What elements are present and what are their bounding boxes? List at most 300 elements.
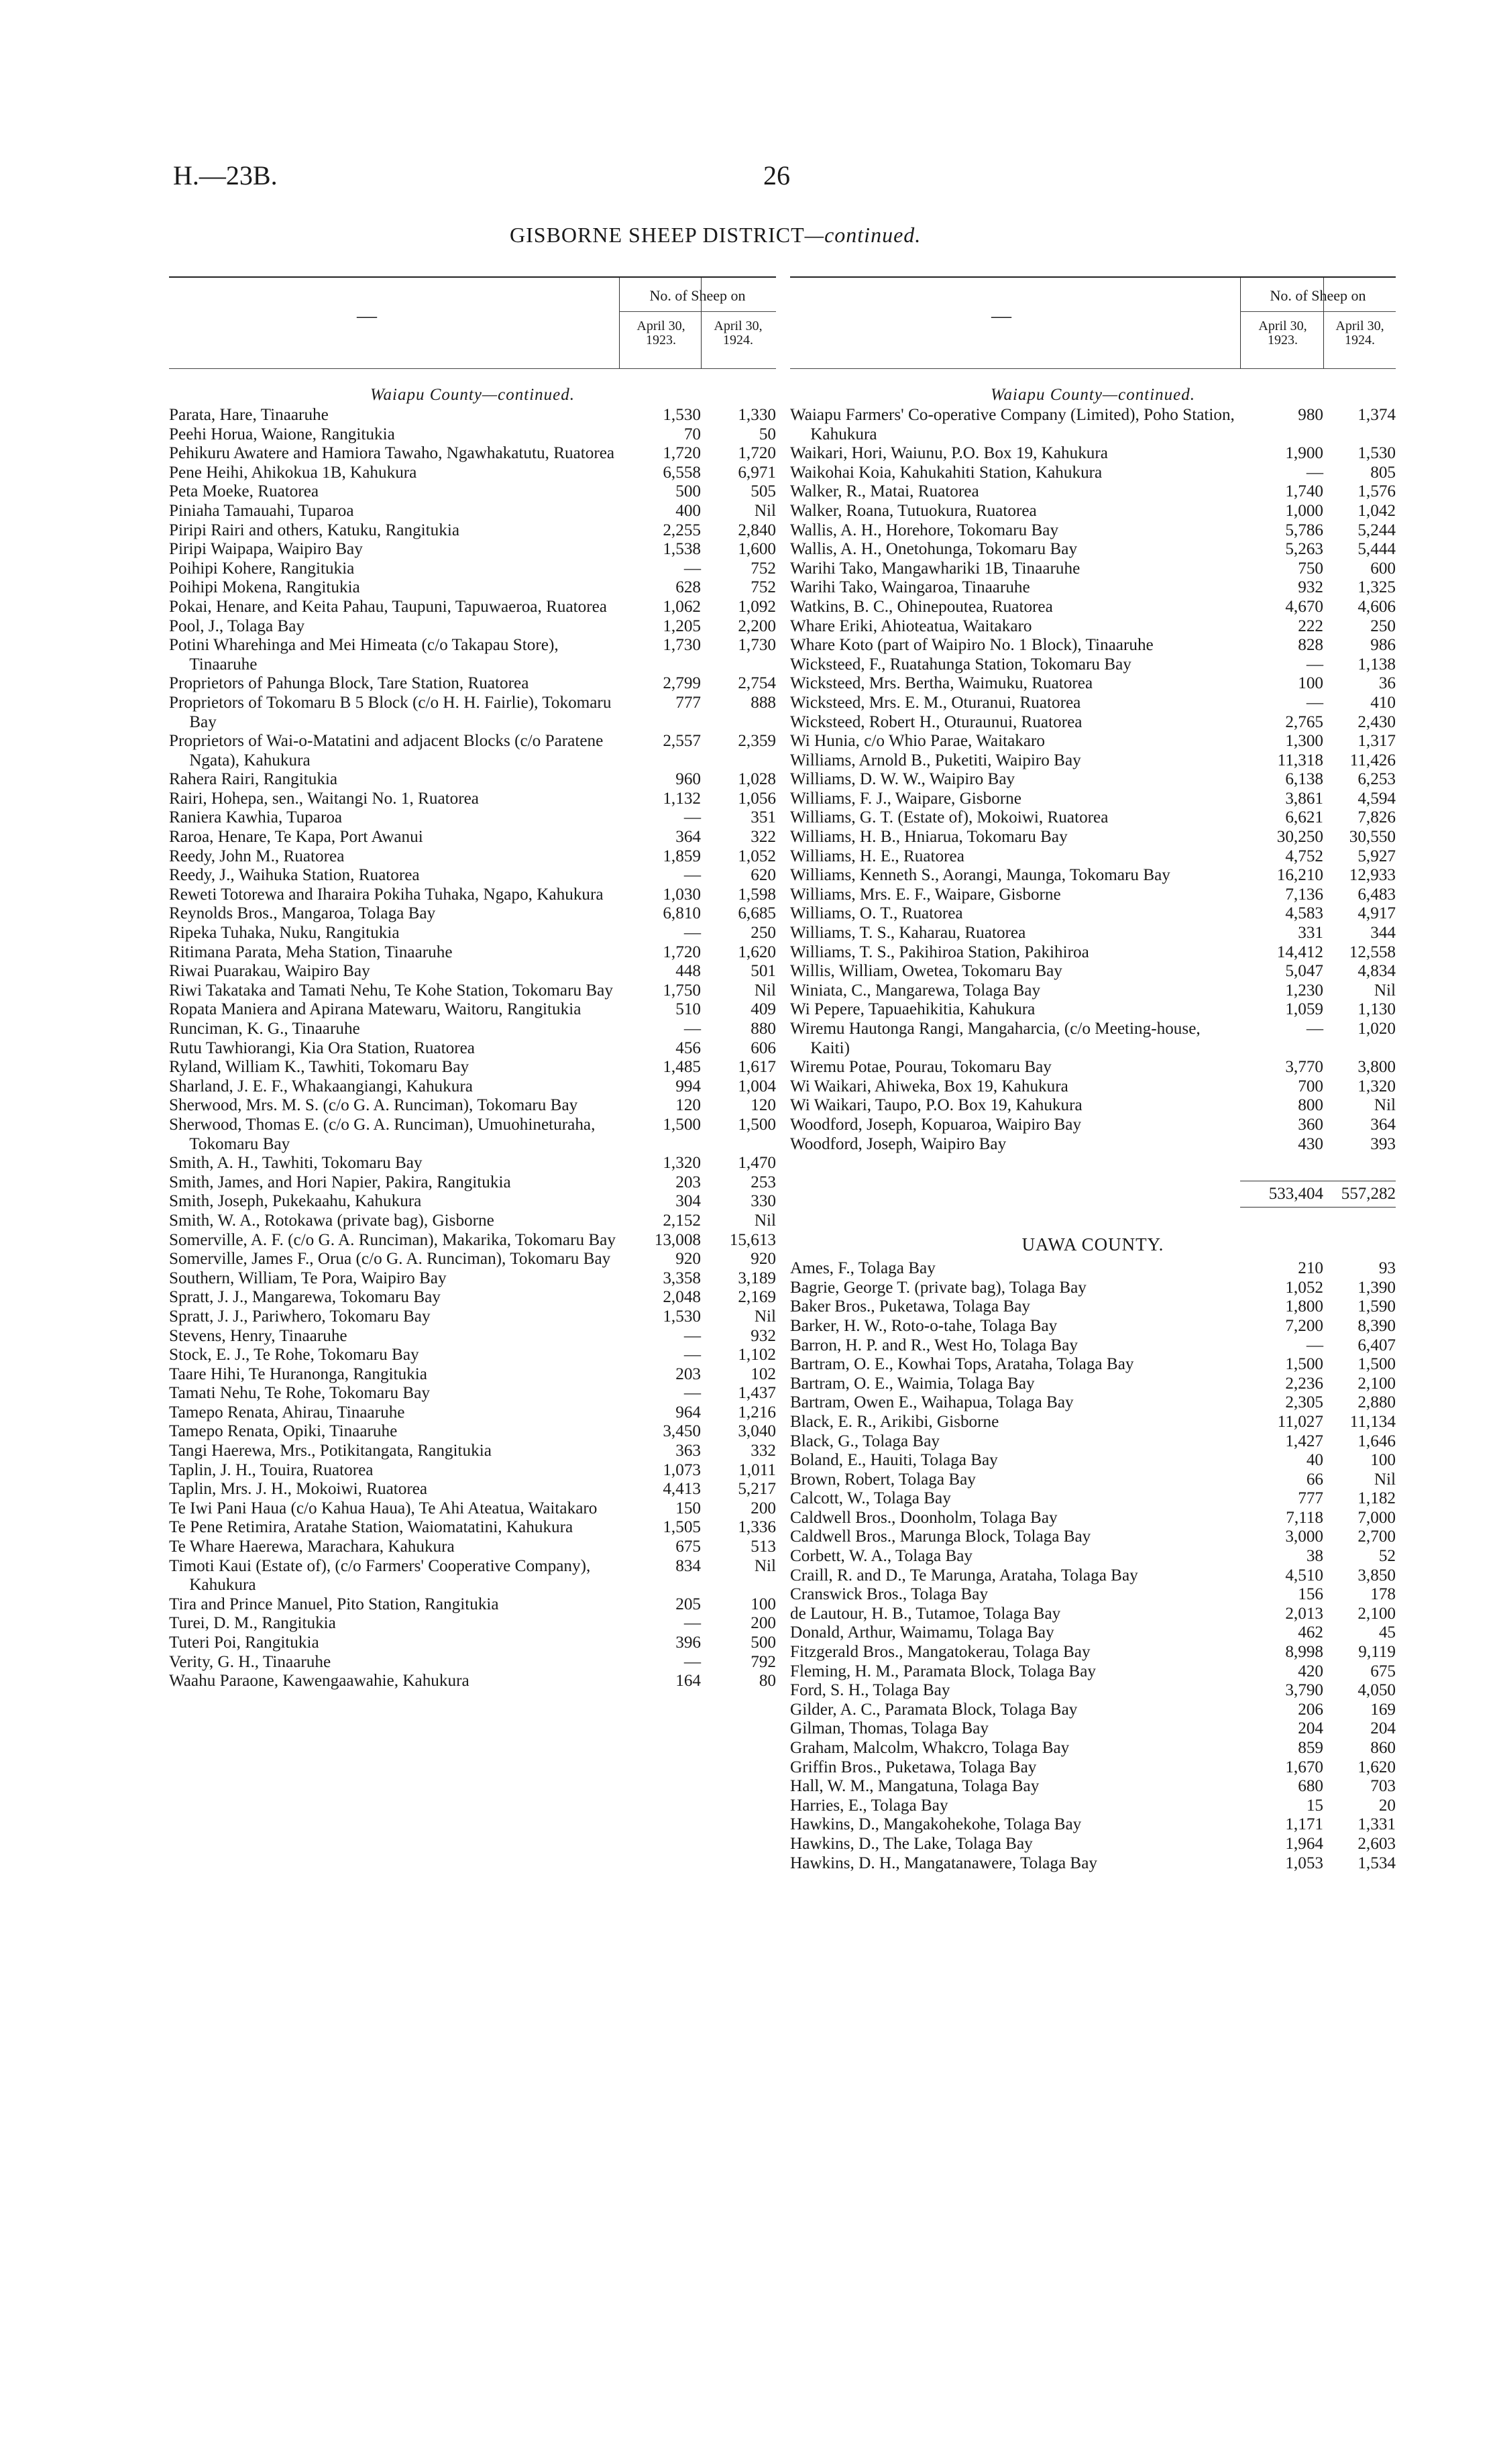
- owner-name: Taplin, J. H., Touira, Ruatorea: [169, 1460, 374, 1479]
- sheep-1924: 5,217: [738, 1480, 776, 1499]
- table-row: [169, 694, 776, 732]
- table-row: [790, 770, 1396, 790]
- table-row: [169, 1307, 776, 1327]
- county-totals-row: [790, 1181, 1396, 1208]
- table-row: [169, 1020, 776, 1039]
- owner-name: Te Iwi Pani Haua (c/o Kahua Haua), Te Ahi Ateatua, Waitakaro: [169, 1499, 598, 1517]
- table-row: [169, 1614, 776, 1633]
- table-row: [169, 617, 776, 637]
- sheep-1923: 164: [675, 1672, 701, 1691]
- owner-name: Williams, Mrs. E. F., Waipare, Gisborne: [790, 885, 1061, 904]
- sheep-1924: 1,182: [1357, 1489, 1396, 1508]
- owner-name: Hawkins, D. H., Mangatanawere, Tolaga Bay: [790, 1854, 1098, 1872]
- sheep-1923: —: [1306, 1020, 1323, 1038]
- owner-name: Williams, T. S., Kaharau, Ruatorea: [790, 924, 1026, 943]
- sheep-1924: 805: [1370, 463, 1396, 482]
- sheep-1923: 1,859: [663, 847, 701, 865]
- owner-name: Gilder, A. C., Paramata Block, Tolaga Bay: [790, 1700, 1078, 1719]
- title-main: GISBORNE SHEEP DISTRICT: [510, 223, 805, 247]
- table-row: [790, 1643, 1396, 1662]
- sheep-1923: —: [1306, 655, 1323, 674]
- right-column-header: [790, 278, 1396, 369]
- sheep-1924: 888: [751, 693, 776, 712]
- sheep-1923: 2,048: [663, 1288, 701, 1307]
- sheep-1923: —: [683, 866, 701, 885]
- sheep-1923: 14,412: [1276, 943, 1323, 961]
- table-row: [790, 1077, 1396, 1097]
- table-row: [169, 559, 776, 579]
- table-row: [790, 751, 1396, 771]
- sheep-1923: 834: [675, 1556, 701, 1575]
- table-row: [169, 521, 776, 541]
- sheep-1923: 1,538: [663, 540, 701, 559]
- owner-name: Wicksteed, Mrs. E. M., Oturanui, Ruatorea: [790, 693, 1081, 712]
- sheep-1923: 777: [675, 693, 701, 712]
- sheep-1924: Nil: [754, 501, 776, 520]
- owner-name: Spratt, J. J., Mangarewa, Tokomaru Bay: [169, 1288, 441, 1307]
- sheep-1924: 330: [751, 1192, 776, 1211]
- sheep-1924: 200: [751, 1499, 776, 1517]
- table-row: [790, 1336, 1396, 1356]
- owner-name: Whare Koto (part of Waipiro No. 1 Block), Tinaaruhe: [790, 636, 1154, 655]
- sheep-1923: 5,786: [1285, 521, 1323, 539]
- owner-name: Peehi Horua, Waione, Rangitukia: [169, 425, 395, 443]
- owner-name: Tira and Prince Manuel, Pito Station, Rangitukia: [169, 1595, 499, 1613]
- sheep-1923: 16,210: [1276, 866, 1323, 885]
- table-row: [790, 1777, 1396, 1797]
- sheep-1924: 45: [1378, 1623, 1396, 1642]
- sheep-1923: 1,062: [663, 597, 701, 616]
- owner-name: Ripeka Tuhaka, Nuku, Rangitukia: [169, 924, 400, 943]
- owner-name: Potini Wharehinga and Mei Himeata (c/o Takapau Store), Tinaaruhe: [169, 636, 559, 674]
- sheep-1923: 7,118: [1286, 1508, 1323, 1527]
- owner-name: Black, E. R., Arikibi, Gisborne: [790, 1412, 999, 1431]
- table-row: [790, 713, 1396, 733]
- sheep-1923: 2,557: [663, 732, 701, 751]
- sheep-1924: 932: [751, 1326, 776, 1345]
- sheep-1923: 3,770: [1285, 1058, 1323, 1077]
- owner-name: Wi Hunia, c/o Whio Parae, Waitakaro: [790, 732, 1046, 751]
- table-row: [790, 1681, 1396, 1701]
- title-suffix: —continued.: [804, 223, 922, 247]
- left-table-body: [169, 406, 776, 1691]
- owner-name: Taare Hihi, Te Huranonga, Rangitukia: [169, 1364, 427, 1383]
- sheep-1923: 980: [1298, 406, 1323, 424]
- sheep-1923: 3,450: [663, 1422, 701, 1441]
- sheep-1924: 3,040: [738, 1422, 776, 1441]
- sheep-1924: 4,050: [1357, 1681, 1396, 1700]
- owner-name: Donald, Arthur, Waimamu, Tolaga Bay: [790, 1623, 1054, 1642]
- sheep-1923: 2,152: [663, 1211, 701, 1230]
- owner-name: Sharland, J. E. F., Whakaangiangi, Kahukura: [169, 1077, 473, 1095]
- sheep-1923: 1,964: [1285, 1834, 1323, 1853]
- sheep-1924: 36: [1378, 674, 1396, 693]
- table-row: [790, 521, 1396, 541]
- header-col-1924: April 30, 1924.: [714, 319, 763, 347]
- sheep-1923: 6,558: [663, 463, 701, 482]
- sheep-1924: 169: [1370, 1700, 1396, 1719]
- owner-name: Somerville, James F., Orua (c/o G. A. Runciman), Tokomaru Bay: [169, 1250, 611, 1269]
- sheep-1923: 500: [675, 482, 701, 501]
- sheep-1923: 420: [1298, 1662, 1323, 1680]
- owner-name: Whare Eriki, Ahioteatua, Waitakaro: [790, 617, 1032, 635]
- table-row: [790, 981, 1396, 1001]
- sheep-1923: 3,790: [1285, 1681, 1323, 1700]
- table-row: [790, 444, 1396, 464]
- sheep-1924: 409: [751, 1000, 776, 1019]
- owner-name: Turei, D. M., Rangitukia: [169, 1614, 336, 1633]
- table-row: [790, 1317, 1396, 1336]
- owner-name: Bagrie, George T. (private bag), Tolaga Bay: [790, 1278, 1087, 1297]
- owner-name: Fitzgerald Bros., Mangatokerau, Tolaga Bay: [790, 1643, 1091, 1662]
- sheep-1923: 156: [1298, 1585, 1323, 1604]
- table-row: [790, 790, 1396, 809]
- left-column-header: [169, 278, 776, 369]
- sheep-1924: 1,600: [738, 540, 776, 559]
- owner-name: Proprietors of Wai-o-Matatini and adjacent Blocks (c/o Paratene Ngata), Kahukura: [169, 732, 604, 769]
- owner-name: Spratt, J. J., Pariwhero, Tokomaru Bay: [169, 1307, 431, 1326]
- sheep-1924: 351: [751, 808, 776, 827]
- table-row: [169, 1422, 776, 1442]
- sheep-1924: 1,620: [1357, 1758, 1396, 1776]
- table-row: [790, 1000, 1396, 1020]
- owner-name: Ryland, William K., Tawhiti, Tokomaru Bay: [169, 1058, 469, 1077]
- sheep-1924: 6,483: [1357, 885, 1396, 904]
- sheep-1924: 364: [1370, 1115, 1396, 1134]
- sheep-1923: 994: [675, 1077, 701, 1095]
- sheep-1923: —: [683, 1326, 701, 1345]
- sheep-1923: 1,132: [663, 789, 701, 808]
- sheep-1923: —: [1306, 693, 1323, 712]
- table-row: [790, 674, 1396, 694]
- sheep-1924: 4,606: [1357, 597, 1396, 616]
- sheep-1923: 1,500: [663, 1115, 701, 1134]
- table-row: [790, 1815, 1396, 1835]
- table-row: [169, 1192, 776, 1212]
- sheep-1923: 1,205: [663, 617, 701, 635]
- sheep-1924: 15,613: [729, 1230, 776, 1249]
- sheep-1924: 1,730: [738, 636, 776, 655]
- sheep-1924: 7,826: [1357, 808, 1396, 827]
- sheep-1923: 920: [675, 1250, 701, 1269]
- sheep-1923: 2,013: [1285, 1604, 1323, 1623]
- owner-name: Warihi Tako, Mangawhariki 1B, Tinaaruhe: [790, 559, 1080, 578]
- table-row: [790, 866, 1396, 886]
- owner-name: Piripi Rairi and others, Katuku, Rangitukia: [169, 521, 460, 539]
- owner-name: Proprietors of Tokomaru B 5 Block (c/o H. H. Fairlie), Tokomaru Bay: [169, 693, 612, 731]
- owner-name: Caldwell Bros., Doonholm, Tolaga Bay: [790, 1508, 1058, 1527]
- table-row: [169, 464, 776, 483]
- sheep-1923: —: [683, 1346, 701, 1364]
- sheep-1923: 210: [1298, 1259, 1323, 1278]
- owner-name: Williams, T. S., Pakihiroa Station, Pakihiroa: [790, 943, 1089, 961]
- header-group-label: No. of Sheep on: [649, 287, 746, 304]
- sheep-1924: 100: [1370, 1451, 1396, 1470]
- sheep-1924: 1,576: [1357, 482, 1396, 501]
- sheep-1923: 1,300: [1285, 732, 1323, 751]
- sheep-1924: 2,100: [1357, 1604, 1396, 1623]
- table-row: [790, 1585, 1396, 1605]
- owner-name: Brown, Robert, Tolaga Bay: [790, 1470, 976, 1489]
- sheep-1923: 800: [1298, 1096, 1323, 1115]
- table-row: [169, 502, 776, 521]
- table-row: [790, 1662, 1396, 1682]
- sheep-1923: —: [683, 1614, 701, 1633]
- table-row: [790, 1701, 1396, 1720]
- sheep-1924: 50: [759, 425, 776, 443]
- owner-name: Waahu Paraone, Kawengaawahie, Kahukura: [169, 1672, 469, 1691]
- sheep-1923: 8,998: [1285, 1643, 1323, 1662]
- sheep-1923: 396: [675, 1633, 701, 1652]
- sheep-1923: 13,008: [654, 1230, 701, 1249]
- sheep-1924: 620: [751, 866, 776, 885]
- sheep-1923: 204: [1298, 1719, 1323, 1738]
- header-col-1923: April 30, 1923.: [1258, 319, 1307, 347]
- table-row: [790, 1297, 1396, 1317]
- owner-name: Reweti Totorewa and Iharaira Pokiha Tuhaka, Ngapo, Kahukura: [169, 885, 604, 904]
- sheep-1924: 2,359: [738, 732, 776, 751]
- owner-name: Reynolds Bros., Mangaroa, Tolaga Bay: [169, 904, 436, 923]
- owner-name: Poihipi Mokena, Rangitukia: [169, 578, 360, 597]
- table-row: [790, 617, 1396, 637]
- table-row: [169, 1518, 776, 1538]
- owner-name: Ames, F., Tolaga Bay: [790, 1259, 936, 1278]
- owner-name: Wi Waikari, Ahiweka, Box 19, Kahukura: [790, 1077, 1068, 1095]
- sheep-1924: 52: [1378, 1547, 1396, 1566]
- table-row: [169, 425, 776, 445]
- owner-name: Sherwood, Mrs. M. S. (c/o G. A. Runciman), Tokomaru Bay: [169, 1096, 578, 1115]
- sheep-1924: 1,020: [1357, 1020, 1396, 1038]
- table-row: [169, 828, 776, 847]
- sheep-1923: 15: [1306, 1796, 1323, 1815]
- sheep-1923: 1,730: [663, 636, 701, 655]
- sheep-1924: 1,011: [738, 1460, 776, 1479]
- sheep-1924: 1,216: [738, 1403, 776, 1422]
- owner-name: Walker, R., Matai, Ruatorea: [790, 482, 979, 501]
- table-row: [169, 1403, 776, 1423]
- owner-name: Tamati Nehu, Te Rohe, Tokomaru Bay: [169, 1384, 431, 1403]
- sheep-1924: 1,102: [738, 1346, 776, 1364]
- sheep-1924: 1,470: [738, 1154, 776, 1173]
- sheep-1924: 2,200: [738, 617, 776, 635]
- sheep-1923: 2,236: [1285, 1374, 1323, 1393]
- sheep-1924: 703: [1370, 1777, 1396, 1796]
- table-row: [169, 886, 776, 905]
- sheep-1924: 2,603: [1357, 1834, 1396, 1853]
- sheep-1924: 5,927: [1357, 847, 1396, 865]
- sheep-1924: 12,933: [1349, 866, 1396, 885]
- table-row: [169, 847, 776, 867]
- sheep-1924: Nil: [1374, 981, 1396, 1000]
- sheep-1923: 1,500: [1285, 1355, 1323, 1374]
- table-row: [169, 1538, 776, 1557]
- sheep-1924: 2,840: [738, 521, 776, 539]
- sheep-1924: 93: [1378, 1259, 1396, 1278]
- table-row: [790, 482, 1396, 502]
- table-row: [790, 502, 1396, 521]
- sheep-1924: 1,331: [1357, 1815, 1396, 1834]
- owner-name: Caldwell Bros., Marunga Block, Tolaga Bay: [790, 1528, 1091, 1546]
- owner-name: Williams, D. W. W., Waipiro Bay: [790, 770, 1015, 789]
- table-row: [169, 962, 776, 981]
- sheep-1923: 6,138: [1285, 770, 1323, 789]
- sheep-1924: 253: [751, 1173, 776, 1191]
- table-row: [169, 943, 776, 963]
- table-row: [169, 1480, 776, 1499]
- sheep-1924: 4,834: [1357, 962, 1396, 981]
- sheep-1924: 80: [759, 1672, 776, 1691]
- sheep-1923: 2,305: [1285, 1393, 1323, 1412]
- table-row: [169, 1384, 776, 1403]
- owner-name: Verity, G. H., Tinaaruhe: [169, 1652, 331, 1671]
- sheep-1923: 932: [1298, 578, 1323, 597]
- sheep-1924: 752: [751, 559, 776, 578]
- owner-name: Hawkins, D., The Lake, Tolaga Bay: [790, 1834, 1033, 1853]
- sheep-1924: 1,617: [738, 1058, 776, 1077]
- table-row: [169, 808, 776, 828]
- sheep-1924: 501: [751, 962, 776, 981]
- table-row: [169, 482, 776, 502]
- sheep-1924: 11,134: [1349, 1412, 1396, 1431]
- sheep-1923: 675: [675, 1538, 701, 1556]
- owner-name: Pehikuru Awatere and Hamiora Tawaho, Ngawhakatutu, Ruatorea: [169, 444, 615, 463]
- table-row: [169, 1000, 776, 1020]
- sheep-1923: —: [683, 1020, 701, 1038]
- table-row: [169, 1557, 776, 1595]
- table-row: [169, 1365, 776, 1385]
- sheep-1924: 1,138: [1357, 655, 1396, 674]
- sheep-1923: 1,720: [663, 943, 701, 961]
- table-row: [790, 1528, 1396, 1547]
- table-row: [169, 1096, 776, 1116]
- owner-name: Williams, H. B., Hniarua, Tokomaru Bay: [790, 828, 1068, 847]
- table-row: [169, 444, 776, 464]
- sheep-1923: 203: [675, 1364, 701, 1383]
- table-row: [790, 1432, 1396, 1452]
- header-col-1924: April 30, 1924.: [1335, 319, 1384, 347]
- sheep-1923: 1,030: [663, 885, 701, 904]
- table-row: [169, 406, 776, 425]
- sheep-1923: —: [683, 1384, 701, 1403]
- owner-name: Southern, William, Te Pora, Waipiro Bay: [169, 1269, 447, 1287]
- table-row: [790, 1758, 1396, 1778]
- table-row: [169, 1442, 776, 1461]
- table-row: [790, 886, 1396, 905]
- owner-name: Willis, William, Owetea, Tokomaru Bay: [790, 962, 1062, 981]
- sheep-1924: 250: [751, 924, 776, 943]
- sheep-1923: 11,318: [1277, 751, 1323, 769]
- sheep-1924: 410: [1370, 693, 1396, 712]
- owner-name: Rairi, Hohepa, sen., Waitangi No. 1, Ruatorea: [169, 789, 479, 808]
- owner-name: Raniera Kawhia, Tuparoa: [169, 808, 343, 827]
- sheep-1924: 120: [751, 1096, 776, 1115]
- owner-name: Runciman, K. G., Tinaaruhe: [169, 1020, 360, 1038]
- owner-name: Waiapu Farmers' Co-operative Company (Limited), Poho Station, Kahukura: [790, 406, 1235, 443]
- owner-name: Wiremu Hautonga Rangi, Mangaharcia, (c/o Meeting-house, Kaiti): [790, 1020, 1201, 1057]
- sheep-1924: 1,620: [738, 943, 776, 961]
- sheep-1923: 3,000: [1285, 1528, 1323, 1546]
- owner-name: Tuteri Poi, Rangitukia: [169, 1633, 319, 1652]
- owner-name: Rutu Tawhiorangi, Kia Ora Station, Ruatorea: [169, 1038, 475, 1057]
- owner-name: Williams, Arnold B., Puketiti, Waipiro Bay: [790, 751, 1081, 769]
- sheep-1924: 1,042: [1357, 501, 1396, 520]
- sheep-1924: 2,754: [738, 674, 776, 693]
- owner-name: Wi Waikari, Taupo, P.O. Box 19, Kahukura: [790, 1096, 1083, 1115]
- sheep-1923: 70: [683, 425, 701, 443]
- sheep-1923: 363: [675, 1442, 701, 1460]
- sheep-1923: 5,047: [1285, 962, 1323, 981]
- sheep-1924: 30,550: [1349, 828, 1396, 847]
- owner-name: Craill, R. and D., Te Marunga, Arataha, Tolaga Bay: [790, 1566, 1138, 1585]
- table-row: [790, 1393, 1396, 1413]
- sheep-1924: 3,189: [738, 1269, 776, 1287]
- sheep-1923: 2,255: [663, 521, 701, 539]
- table-row: [790, 1096, 1396, 1116]
- sheep-1924: 2,880: [1357, 1393, 1396, 1412]
- table-row: [790, 406, 1396, 444]
- table-row: [169, 1288, 776, 1307]
- sheep-1924: Nil: [1374, 1096, 1396, 1115]
- sheep-1924: 344: [1370, 924, 1396, 943]
- owner-name: Tamepo Renata, Ahirau, Tinaaruhe: [169, 1403, 405, 1422]
- sheep-1924: 11,426: [1349, 751, 1396, 769]
- sheep-1924: 1,500: [1357, 1355, 1396, 1374]
- owner-name: Fleming, H. M., Paramata Block, Tolaga Bay: [790, 1662, 1096, 1680]
- sheep-1924: 920: [751, 1250, 776, 1269]
- owner-name: Barron, H. P. and R., West Ho, Tolaga Bay: [790, 1336, 1078, 1354]
- sheep-1923: 1,230: [1285, 981, 1323, 1000]
- owner-name: Waikohai Koia, Kahukahiti Station, Kahukura: [790, 463, 1103, 482]
- uawa-county-heading: UAWA COUNTY.: [1021, 1234, 1164, 1255]
- owner-name: Piniaha Tamauahi, Tuparoa: [169, 501, 354, 520]
- sheep-1923: 331: [1298, 924, 1323, 943]
- owner-name: Smith, Joseph, Pukekaahu, Kahukura: [169, 1192, 422, 1211]
- table-row: [169, 1231, 776, 1250]
- sheep-1923: 456: [675, 1038, 701, 1057]
- table-row: [790, 847, 1396, 867]
- sheep-1923: 1,740: [1285, 482, 1323, 501]
- table-row: [790, 924, 1396, 943]
- owner-name: Calcott, W., Tolaga Bay: [790, 1489, 951, 1508]
- table-row: [169, 770, 776, 790]
- table-row: [169, 1672, 776, 1691]
- sheep-1924: Nil: [754, 1211, 776, 1230]
- sheep-1924: Nil: [1374, 1470, 1396, 1489]
- sheep-1923: 150: [675, 1499, 701, 1517]
- sheep-1923: 1,800: [1285, 1297, 1323, 1316]
- sheep-1923: 40: [1306, 1451, 1323, 1470]
- owner-name: Bartram, O. E., Kowhai Tops, Arataha, Tolaga Bay: [790, 1355, 1134, 1374]
- table-row: [169, 1154, 776, 1173]
- owner-name: Graham, Malcolm, Whakcro, Tolaga Bay: [790, 1739, 1070, 1757]
- sheep-1923: 1,052: [1285, 1278, 1323, 1297]
- sheep-1924: Nil: [754, 1307, 776, 1326]
- sheep-1923: 222: [1298, 617, 1323, 635]
- owner-name: Gilman, Thomas, Tolaga Bay: [790, 1719, 989, 1738]
- sheep-1924: 2,100: [1357, 1374, 1396, 1393]
- owner-name: Smith, A. H., Tawhiti, Tokomaru Bay: [169, 1154, 423, 1173]
- sheep-1923: 5,263: [1285, 540, 1323, 559]
- sheep-1923: 2,765: [1285, 712, 1323, 731]
- table-row: [169, 1116, 776, 1154]
- sheep-1924: 1,374: [1357, 406, 1396, 424]
- sheep-1923: 4,510: [1285, 1566, 1323, 1585]
- sheep-1924: 1,598: [738, 885, 776, 904]
- owner-name: Woodford, Joseph, Waipiro Bay: [790, 1134, 1007, 1153]
- sheep-1923: 628: [675, 578, 701, 597]
- owner-name: Te Whare Haerewa, Marachara, Kahukura: [169, 1538, 455, 1556]
- sheep-1924: 1,317: [1357, 732, 1396, 751]
